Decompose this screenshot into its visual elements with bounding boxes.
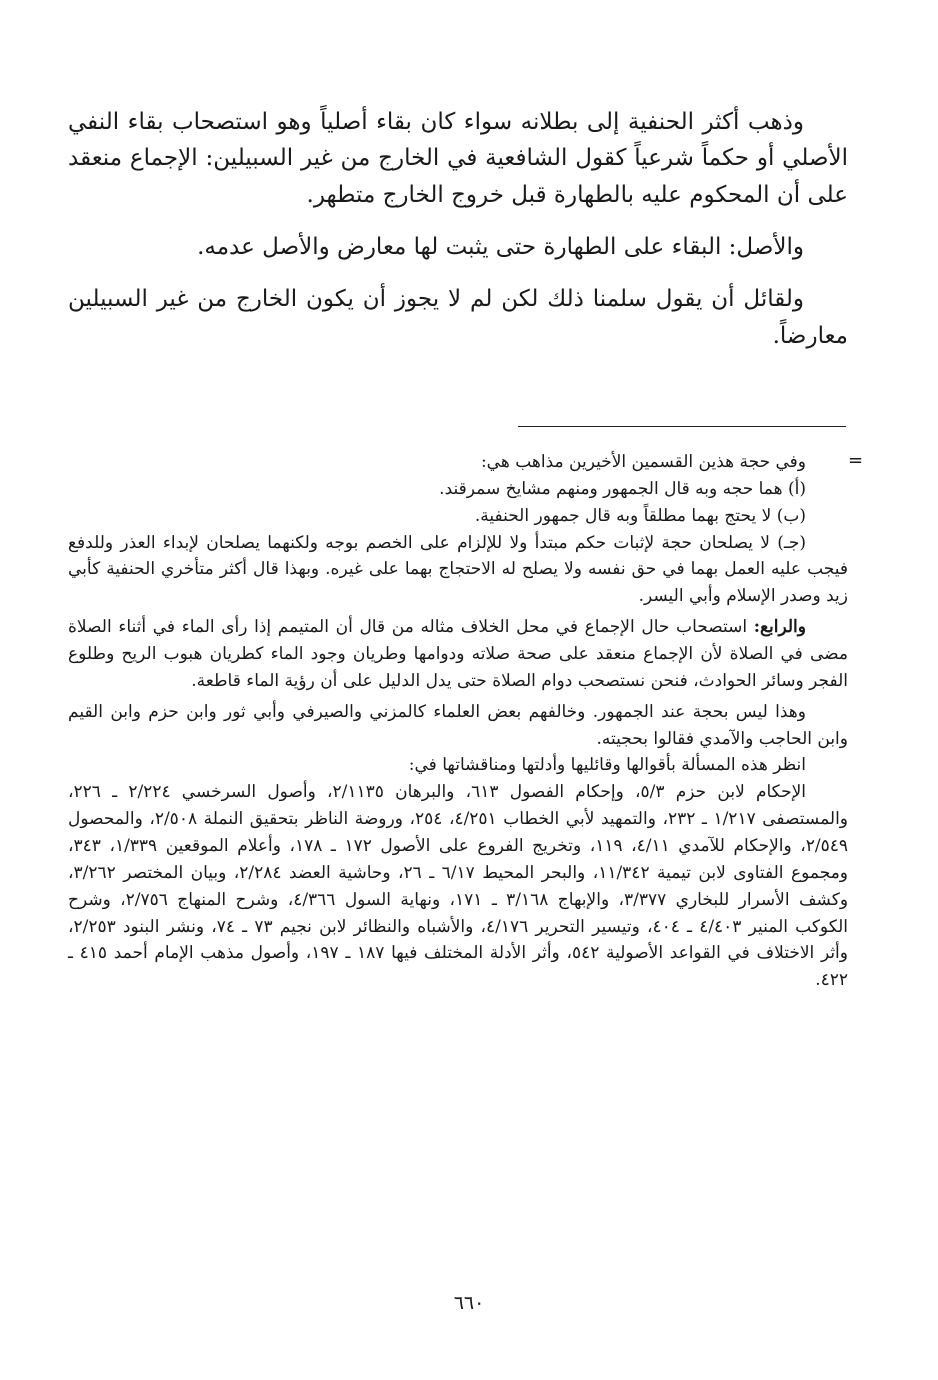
main-paragraph-1: وذهب أكثر الحنفية إلى بطلانه سواء كان بقاء أصلياً وهو استصحاب بقاء النفي الأصلي أو حكماً شرعياً كقول الشافعية في الخارج من غير السبيلين: الإجماع منعقد على أن المحكوم عليه بالطهارة قبل خروج الخارج متطهر. xyxy=(68,109,848,208)
footnote-intro: وفي حجة هذين القسمين الأخيرين مذاهب هي: xyxy=(480,452,806,472)
page-number: ٦٦٠ xyxy=(453,1292,485,1314)
footnote-not-proof: وهذا ليس بحجة عند الجمهور. وخالفهم بعض العلماء كالمزني والصيرفي وأبي ثور وابن حزم وابن القيم وابن الحاجب والآمدي فقالوا بحجيته. xyxy=(68,701,848,749)
footnote-separator xyxy=(518,426,846,427)
footnote-fourth-text: استصحاب حال الإجماع في محل الخلاف مثاله من قال أن المتيمم إذا رأى الماء في أثناء الصلاة مضى في الصلاة لأن الإجماع منعقد على صحة صلاته ودوامها وطريان وجود الماء كطريان هبوب الريح وطلوع الفجر وسائر الحوادث، فنحن نستصحب دوام الصلاة حتى يدل الدليل على أن رؤية الماء قاطعة. xyxy=(68,617,848,691)
footnote-continuation-mark: = xyxy=(848,450,864,471)
footnotes xyxy=(68,449,848,994)
footnote-references: الإحكام لابن حزم ٥/٣، وإحكام الفصول ٦١٣، والبرهان ٢/١١٣٥، وأصول السرخسي ٢/٢٢٤ ـ ٢٢٦، والمستصفى ١/٢١٧ ـ ٢٣٢، والتمهيد لأبي الخطاب ٤/٢٥١، ٢٥٤، وروضة الناظر بتحقيق النملة ٢/٥٠٨، والمحصول ٢/٥٤٩، والإحكام للآمدي ٤/١١، ١١٩، وتخريج الفروع على الأصول ١٧٢ ـ ١٧٨، وأعلام الموقعين ١/٣٣٩، ٣٤٣، ومجموع الفتاوى لابن تيمية ١١/٣٤٢، والبحر المحيط ٦/١٧ ـ ٢٦، وحاشية العضد ٢/٢٨٤، وبيان المختصر ٣/٢٦٢، وكشف الأسرار للبخاري ٣/٣٧٧، والإبهاج ٣/١٦٨ ـ ١٧١، ونهاية السول ٤/٣٦٦، وشرح المنهاج ٢/٧٥٦، وشرح الكوكب المنير ٤/٤٠٣ ـ ٤٠٤، وتيسير التحرير ٤/١٧٦، والأشباه والنظائر لابن نجيم ٧٣ ـ ٧٤، ونشر البنود ٢/٢٥٣، وأثر الاختلاف في القواعد الأصولية ٥٤٢، وأثر الأدلة المختلف فيها ١٨٧ ـ ١٩٧، وأصول مذهب الإمام أحمد ٤١٥ ـ ٤٢٢. xyxy=(68,782,849,991)
footnote-opinion-a: (أ) هما حجه وبه قال الجمهور ومنهم مشايخ سمرقند. xyxy=(439,478,806,499)
footnote-fourth-label: والرابع: xyxy=(753,617,806,638)
main-text xyxy=(68,104,848,370)
footnote-see: انظر هذه المسألة بأقوالها وقائليها وأدلتها ومناقشاتها في: xyxy=(408,755,806,776)
footnote-opinion-b: (ب) لا يحتج بهما مطلقاً وبه قال جمهور الحنفية. xyxy=(474,505,806,526)
main-paragraph-3: ولقائل أن يقول سلمنا ذلك لكن لم لا يجوز أن يكون الخارج من غير السبيلين معارضاً. xyxy=(68,286,848,349)
main-paragraph-2: والأصل: البقاء على الطهارة حتى يثبت لها معارض والأصل عدمه. xyxy=(197,233,804,260)
footnote-opinion-c: (جـ) لا يصلحان حجة لإثبات حكم مبتدأ ولا للإلزام على الخصم بوجه ولكنهما يصلحان لإبداء العذر وللدفع فيجب عليه العمل بهما في حق نفسه ولا يصلح له الاحتجاج بهما على غيره. وبهذا قال أكثر متأخري الحنفية كأبي زيد وصدر الإسلام وأبي اليسر. xyxy=(68,532,848,607)
footnote-fourth xyxy=(68,614,848,695)
